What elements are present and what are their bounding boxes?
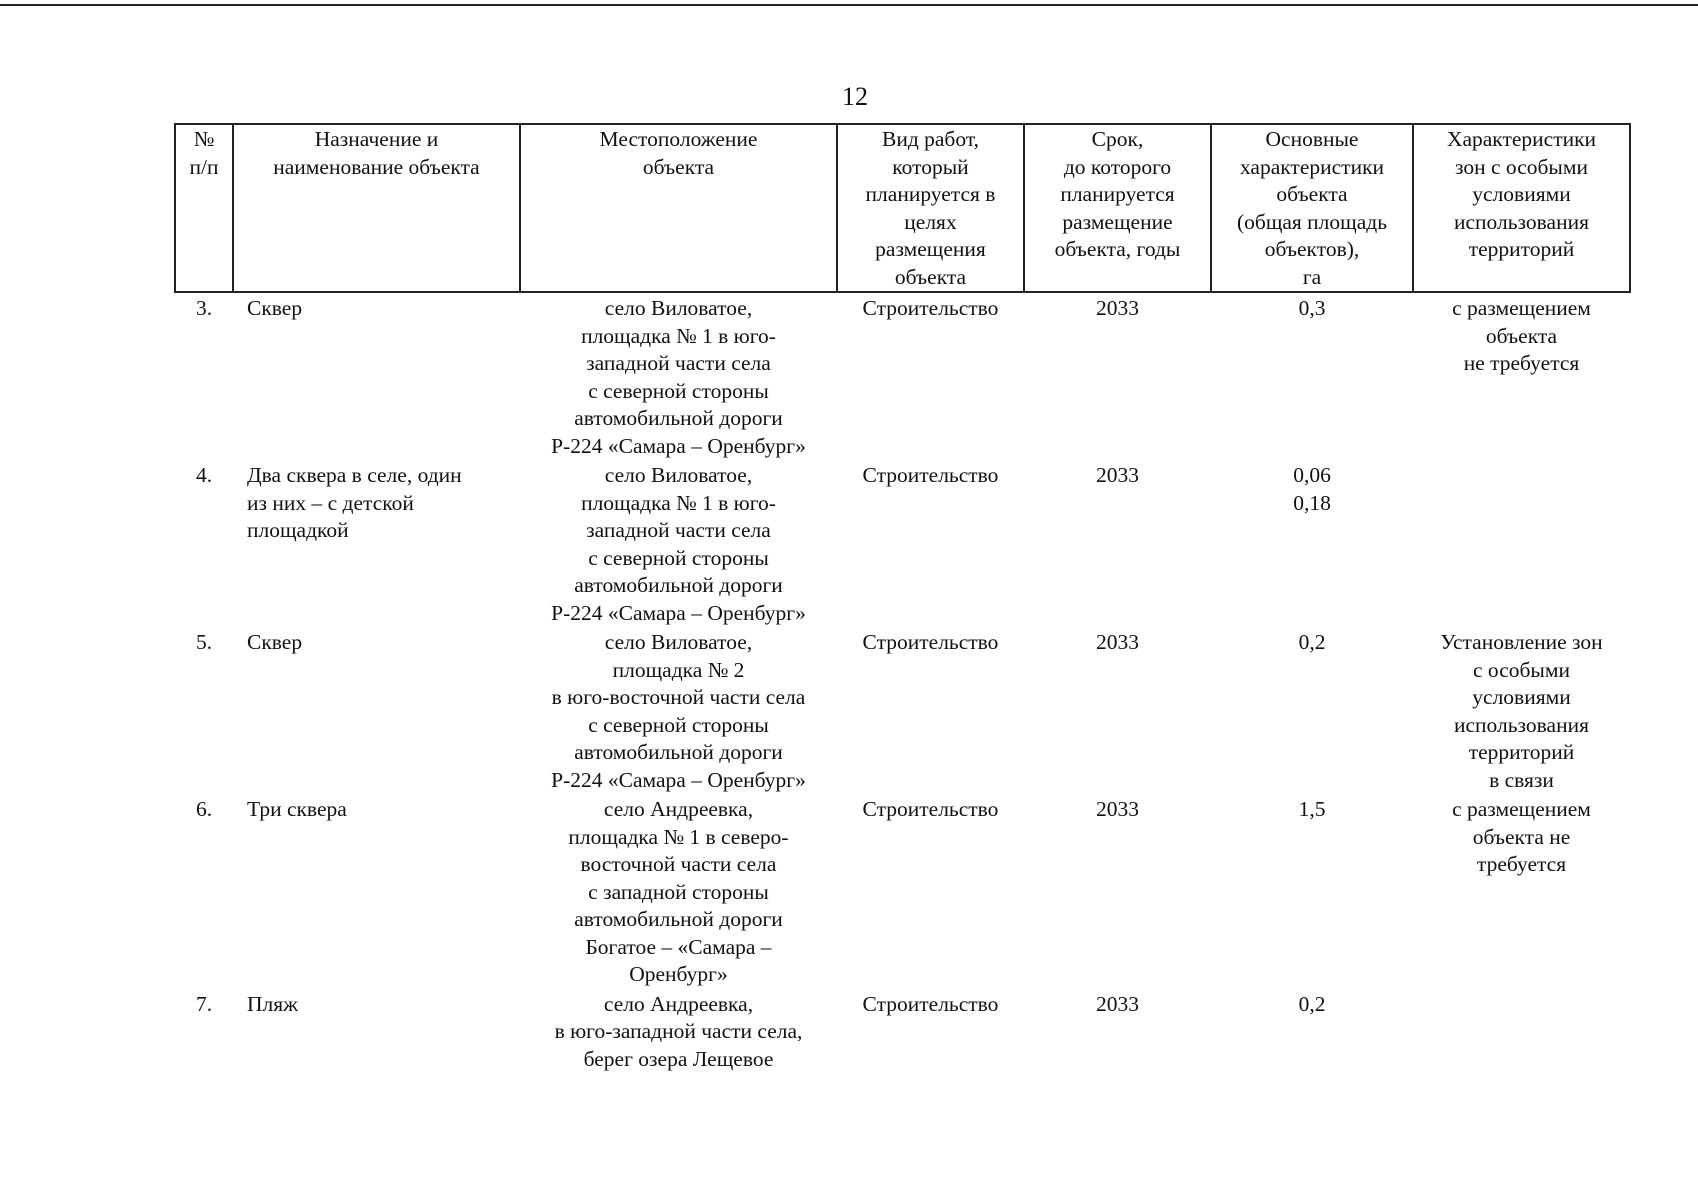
row-work-type: Строительство: [862, 630, 999, 654]
row-work-type: Строительство: [862, 797, 999, 821]
row-name: Пляж: [247, 991, 298, 1016]
row-work-type: Строительство: [862, 463, 999, 487]
row-zones: [1413, 460, 1630, 627]
row-area: 0,06 0,18: [1293, 463, 1331, 515]
page-number: 12: [842, 82, 868, 111]
row-area: 0,2: [1298, 991, 1326, 1016]
header-number: № п/п: [175, 124, 233, 292]
row-location: село Виловатое, площадка № 1 в юго- западной части села с северной стороны автомобильной дороги Р-224 «Самара – Оренбург»: [551, 296, 806, 458]
row-term: 2033: [1096, 797, 1139, 821]
header-zones: Характеристики зон с особыми условиями использования территорий: [1413, 124, 1630, 292]
row-zones: с размещением объекта не требуется: [1452, 797, 1591, 876]
table-row: [175, 627, 1630, 794]
row-term: 2033: [1096, 630, 1139, 654]
row-zones: с размещением объекта не требуется: [1452, 296, 1591, 375]
row-name: Два сквера в селе, один из них – с детской площадкой: [247, 463, 462, 542]
header-name: Назначение и наименование объекта: [233, 124, 520, 292]
header-work-type: Вид работ, который планируется в целях размещения объекта: [837, 124, 1024, 292]
row-area: 0,3: [1298, 296, 1326, 320]
row-number: 3.: [195, 296, 213, 320]
table-row: [175, 292, 1630, 460]
objects-table: [174, 123, 1631, 1073]
row-name: Сквер: [247, 296, 303, 320]
header-term: Срок, до которого планируется размещение объекта, годы: [1024, 124, 1211, 292]
row-location: село Андреевка, площадка № 1 в северо- восточной части села с западной стороны автомобильной дороги Богатое – «Самара – Оренбург»: [568, 797, 789, 986]
row-number: 6.: [195, 797, 213, 821]
row-area: 1,5: [1298, 797, 1326, 821]
table-row: [175, 460, 1630, 627]
row-name: Три сквера: [247, 797, 347, 821]
row-work-type: Строительство: [862, 296, 999, 320]
row-number: 7.: [195, 991, 213, 1016]
table-header-row: [175, 124, 1630, 292]
table-row: [175, 794, 1630, 989]
row-number: 5.: [195, 630, 213, 654]
row-work-type: Строительство: [862, 991, 999, 1016]
row-area: 0,2: [1298, 630, 1326, 654]
row-zones: [1413, 989, 1630, 1074]
row-zones: Установление зон с особыми условиями использования территорий в связи: [1440, 630, 1603, 792]
header-location: Местоположение объекта: [520, 124, 837, 292]
header-characteristics: Основные характеристики объекта (общая площадь объектов), га: [1211, 124, 1413, 292]
row-name: Сквер: [247, 630, 303, 654]
row-location: село Андреевка, в юго-западной части села, берег озера Лещевое: [554, 991, 803, 1071]
row-location: село Виловатое, площадка № 2 в юго-восточной части села с северной стороны автомобильной дороги Р-224 «Самара – Оренбург»: [551, 630, 806, 792]
table-row: [175, 989, 1630, 1074]
row-term: 2033: [1096, 991, 1139, 1016]
row-term: 2033: [1096, 296, 1139, 320]
top-rule: [0, 4, 1698, 6]
row-number: 4.: [195, 463, 213, 487]
row-term: 2033: [1096, 463, 1139, 487]
row-location: село Виловатое, площадка № 1 в юго- западной части села с северной стороны автомобильной дороги Р-224 «Самара – Оренбург»: [551, 463, 806, 625]
